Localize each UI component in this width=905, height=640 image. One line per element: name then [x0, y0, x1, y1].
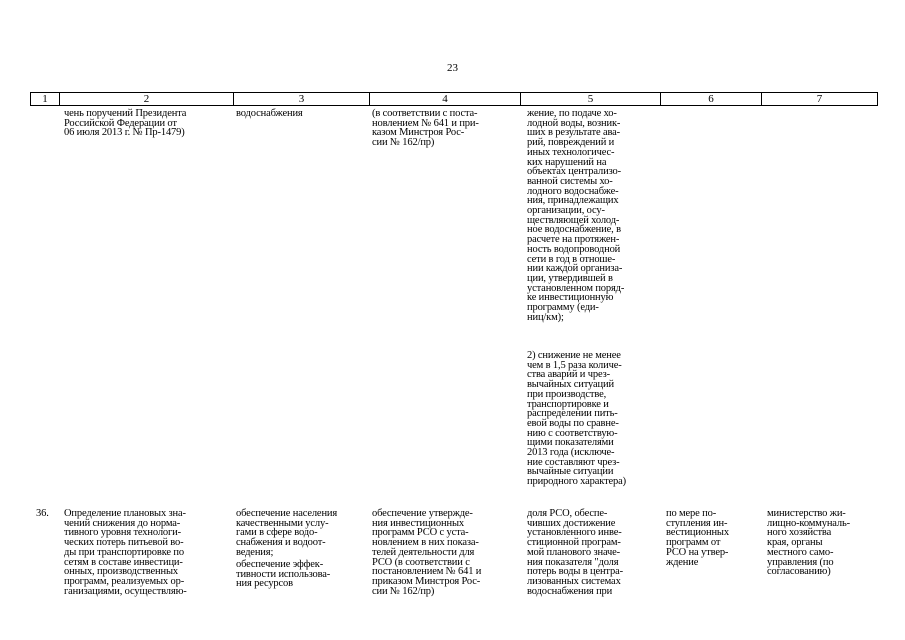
text-line: лищно-коммуналь- — [767, 517, 850, 529]
text-line: 2013 года (исключе- — [527, 447, 615, 459]
text-line: тивного уровня технологи- — [64, 527, 181, 539]
text-line: ное водоснабжение, в — [527, 224, 621, 236]
header-col-3: 3 — [233, 93, 369, 105]
cont-col2-text — [64, 109, 186, 138]
text-line: новлением в них показа- — [372, 537, 479, 549]
text-line: 2) снижение не менее — [527, 350, 621, 361]
text-line: ние составляют чрез- — [527, 456, 620, 468]
text-line: доля РСО, обеспе- — [527, 508, 608, 519]
header-col-4: 4 — [369, 93, 520, 105]
text-line: ды при транспортировке по — [64, 546, 184, 558]
text-line: водоснабжения — [236, 108, 303, 119]
page-number: 23 — [447, 62, 458, 74]
text-line: по мере по- — [666, 508, 717, 519]
text-line: гами в сфере водо- — [236, 527, 318, 539]
text-line: края, органы — [767, 537, 823, 549]
row36-col5-text — [527, 509, 623, 596]
table-header-row — [30, 92, 878, 106]
cont-col5-para1 — [527, 109, 624, 322]
text-line: тивности использова- — [236, 568, 331, 580]
text-line: обеспечение утвержде- — [372, 508, 473, 519]
text-line: нию с соответствую- — [527, 427, 618, 439]
text-line: лизованных системах — [527, 575, 621, 587]
header-col-7: 7 — [761, 93, 877, 105]
text-line: ких нарушений на — [527, 156, 607, 168]
header-col-5: 5 — [520, 93, 660, 105]
text-line: вестиционных — [666, 527, 729, 539]
text-line: министерство жи- — [767, 508, 846, 519]
text-line: иных технологичес- — [527, 146, 615, 158]
cont-col5-para2 — [527, 351, 626, 487]
text-line: ния показателя "доля — [527, 556, 619, 568]
text-line: программ, реализуемых ор- — [64, 575, 185, 587]
text-line: ждение — [666, 556, 699, 568]
text-line: ства аварий и чрез- — [527, 369, 610, 381]
text-line: вычайные ситуации — [527, 466, 614, 478]
text-line: программу (еди- — [527, 302, 599, 314]
text-line: установленного инве- — [527, 527, 622, 539]
header-col-6: 6 — [660, 93, 761, 105]
row36-col2-text — [64, 509, 187, 596]
text-line: вычайных ситуаций — [527, 379, 614, 391]
text-line: чень поручений Президента — [64, 108, 187, 119]
text-line: ния ресурсов — [236, 578, 293, 590]
text-line: местного само- — [767, 546, 834, 558]
text-line: сетям в составе инвестици- — [64, 556, 183, 568]
text-line: нии каждой организа- — [527, 263, 623, 275]
text-line: ке инвестиционную — [527, 292, 614, 304]
text-line: водоснабжения при — [527, 585, 613, 597]
text-line: сети в год в отноше- — [527, 253, 616, 265]
cont-col3-text — [236, 109, 303, 119]
text-line: щими показателями — [527, 437, 614, 449]
text-line: РСО на утвер- — [666, 546, 729, 558]
row36-col7-text — [767, 509, 850, 577]
cont-col4-text — [372, 109, 479, 148]
text-line: ших в результате ава- — [527, 127, 621, 139]
text-line: РСО (в соответствии с — [372, 556, 470, 568]
text-line: транспортировке и — [527, 398, 609, 410]
text-line: сии № 162/пр) — [372, 585, 435, 597]
text-line: ния инвестиционных — [372, 517, 464, 529]
text-line: снабжения и водоот- — [236, 537, 326, 549]
text-line: ществляющей холод- — [527, 214, 620, 226]
text-line: ступления ин- — [666, 517, 728, 529]
text-line: новлением № 641 и при- — [372, 117, 479, 129]
header-col-2: 2 — [59, 93, 233, 105]
text-line: объектах централизо- — [527, 166, 621, 178]
text-line: ниц/км); — [527, 311, 564, 323]
text-line: онных, производственных — [64, 566, 179, 578]
text-line: обеспечение эффек- — [236, 559, 324, 570]
text-line: распределении пить- — [527, 408, 618, 420]
text-line: согласованию) — [767, 566, 831, 578]
text-line: лодного водоснабже- — [527, 185, 619, 197]
text-line: природного характера) — [527, 476, 626, 488]
text-line: рий, повреждений и — [527, 137, 615, 149]
text-line: сии № 162/пр) — [372, 137, 435, 149]
text-line: 06 июля 2013 г. № Пр-1479) — [64, 127, 185, 139]
row36-col3-para1 — [236, 509, 337, 558]
text-line: организации, осу- — [527, 205, 605, 217]
text-line: расчете на протяжен- — [527, 234, 620, 246]
text-line: обеспечение населения — [236, 508, 338, 519]
text-line: приказом Минстроя Рос- — [372, 575, 481, 587]
text-line: управления (по — [767, 556, 834, 568]
header-col-1: 1 — [42, 93, 48, 105]
row36-col3-para2 — [236, 560, 330, 589]
row36-col6-text — [666, 509, 729, 567]
text-line: телей деятельности для — [372, 546, 475, 558]
text-line: ного хозяйства — [767, 527, 832, 539]
text-line: чивших достижение — [527, 517, 616, 529]
text-line: евой воды по сравне- — [527, 417, 619, 429]
text-line: ции, утвердившей в — [527, 272, 613, 284]
text-line: программ РСО с уста- — [372, 527, 469, 539]
text-line: жение, по подаче хо- — [527, 108, 617, 119]
text-line: лодной воды, возник- — [527, 117, 621, 129]
text-line: программ от — [666, 537, 721, 549]
text-line: ганизациями, осуществляю- — [64, 585, 187, 597]
text-line: Российской Федерации от — [64, 117, 177, 129]
text-line: Определение плановых зна- — [64, 508, 186, 519]
text-line: ванной системы хо- — [527, 175, 613, 187]
text-line: ведения; — [236, 546, 274, 558]
text-line: чем в 1,5 раза количе- — [527, 359, 622, 371]
row36-number: 36. — [36, 508, 49, 519]
text-line: постановлением № 641 и — [372, 566, 482, 578]
row36-col4-text — [372, 509, 481, 596]
text-line: потерь воды в центра- — [527, 566, 623, 578]
text-line: чений снижения до норма- — [64, 517, 181, 529]
text-line: стиционной програм- — [527, 537, 621, 549]
text-line: качественными услу- — [236, 517, 329, 529]
text-line: ния, принадлежащих — [527, 195, 619, 207]
text-line: установленном поряд- — [527, 282, 625, 294]
text-line: при производстве, — [527, 388, 607, 400]
text-line: (в соответствии с поста- — [372, 108, 478, 119]
text-line: ческих потерь питьевой во- — [64, 537, 184, 549]
text-line: казом Минстроя Рос- — [372, 127, 465, 139]
text-line: ность водопроводной — [527, 243, 621, 255]
text-line: мой планового значе- — [527, 546, 621, 558]
